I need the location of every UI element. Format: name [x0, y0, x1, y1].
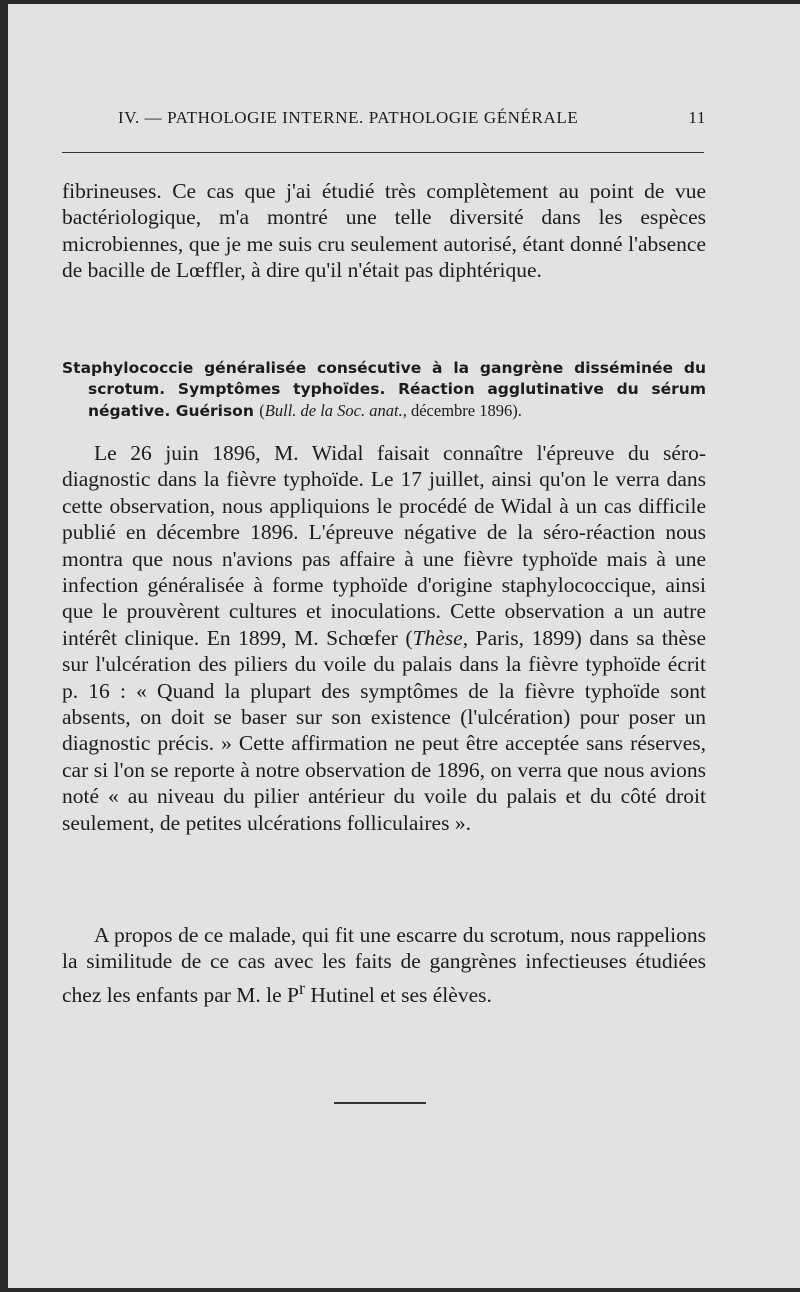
observation-title: Staphylococcie généralisée consécutive à la gangrène disséminée du scrotum. Symptômes typhoïdes. Réaction agglutinative du sérum négative. Guérison: [62, 359, 706, 420]
running-head-title: IV. — PATHOLOGIE INTERNE. PATHOLOGIE GÉNÉRALE: [118, 108, 579, 127]
observation-citation: [259, 401, 522, 420]
paragraph-2-text: [62, 440, 706, 836]
paragraph-2-part-1: Le 26 juin 1896, M. Widal faisait connaître l'épreuve du séro-diagnostic dans la fièvre typhoïde. Le 17 juillet, ainsi qu'on le verra dans cette observation, nous appliquions le procédé de Widal à un cas difficile publié en décembre 1896. L'épreuve négative de la séro-réaction nous montra que nous n'avions pas affaire à une fièvre typhoïde mais à une infection généralisée à forme typhoïde d'origine staphylococcique, ainsi que le prouvèrent cultures et inoculations. Cette observation a un autre intérêt clinique. En 1899, M. Schœfer (: [62, 441, 706, 650]
paragraph-3-part-1: A propos de ce malade, qui fit une escarre du scrotum, nous rappelions la similitude de ce cas avec les faits de gangrènes infectieuses étudiées chez les enfants par M. le P: [62, 923, 706, 1007]
these-italic: Thèse: [412, 625, 463, 650]
paragraph-gangrene: [62, 922, 706, 1008]
header-rule: [62, 152, 704, 153]
section-end-rule: [334, 1102, 426, 1104]
citation-open: (: [259, 401, 265, 420]
paragraph-continued: [62, 178, 706, 284]
paragraph-3-part-2: Hutinel et ses élèves.: [304, 982, 492, 1007]
paragraph-1-text: fibrineuses. Ce cas que j'ai étudié très complètement au point de vue bactériologique, m'a montré une telle diversité dans les espèces microbiennes, que je me suis cru seulement autorisé, étant donné l'absence de bacille de Lœffler, à dire qu'il n'était pas diphtérique.: [62, 179, 706, 283]
page-number: 11: [688, 108, 706, 127]
paragraph-widal: [62, 440, 706, 836]
citation-date: , décembre 1896).: [402, 401, 522, 420]
observation-heading: [62, 358, 706, 422]
professor-superscript: r: [299, 977, 305, 998]
paragraph-2-part-2: , Paris, 1899) dans sa thèse sur l'ulcération des piliers du voile du palais dans la fièvre typhoïde écrit p. 16 : « Quand la plupart des symptômes de la fièvre typhoïde sont absents, on doit se baser sur son existence (l'ulcération) pour poser un diagnostic précis. » Cette affirmation ne peut être acceptée sans réserves, car si l'on se reporte à notre observation de 1896, on verra que nous avions noté « au niveau du pilier antérieur du voile du palais et du côté droit seulement, de petites ulcérations folliculaires ».: [62, 625, 706, 835]
page: [8, 4, 800, 1288]
paragraph-3-text: [62, 922, 706, 1008]
running-head: [118, 108, 706, 134]
citation-journal: Bull. de la Soc. anat.: [264, 401, 403, 420]
